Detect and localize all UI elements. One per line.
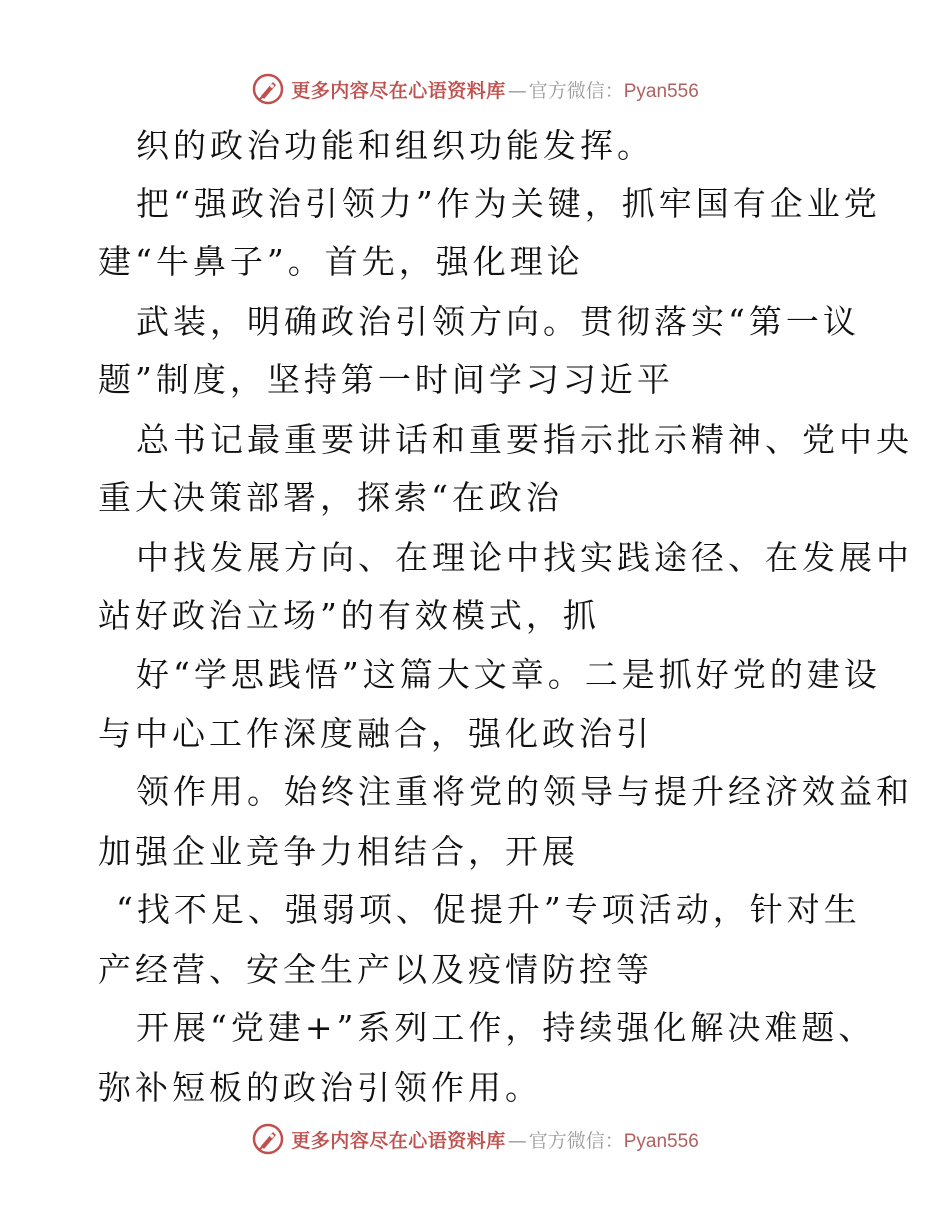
text-line: 产经营、安全生产以及疫情防控等 [98,950,653,989]
watermark-contact-label: 官方微信： [528,1129,624,1152]
watermark-brand: 更多内容尽在心语资料库 [291,1129,506,1152]
text-line: 织的政治功能和组织功能发挥。 [136,126,654,165]
text-line: 与中心工作深度融合，强化政治引 [98,714,653,753]
text-line: 弥补短板的政治引领作用。 [98,1068,542,1107]
watermark-dash: — [507,1129,527,1152]
watermark-contact-id: Pyan556 [623,80,699,102]
watermark-contact-id: Pyan556 [623,1130,699,1152]
watermark-dash: — [507,79,527,102]
text-line: 好“学思践悟”这篇大文章。二是抓好党的建设 [136,655,881,694]
text-line: 领作用。始终注重将党的领导与提升经济效益和 [136,772,913,811]
text-line: 武装，明确政治引领方向。贯彻落实“第一议 [136,302,860,341]
watermark-brand: 更多内容尽在心语资料库 [291,79,506,102]
header-watermark [0,72,950,106]
text-line: 中找发展方向、在理论中找实践途径、在发展中 [136,538,913,577]
footer-watermark [0,1122,950,1156]
text-line: “找不足、强弱项、促提升”专项活动，针对生 [116,890,861,929]
text-line: 加强企业竞争力相结合，开展 [98,832,579,871]
pen-nib-logo-icon [251,72,285,106]
text-line: 站好政治立场”的有效模式，抓 [98,596,600,635]
text-line: 建“牛鼻子”。首先，强化理论 [98,242,584,281]
pen-nib-logo-icon [251,1122,285,1156]
text-line: 把“强政治引领力”作为关键，抓牢国有企业党 [136,184,881,223]
text-line: 重大决策部署，探索“在政治 [98,478,563,517]
watermark-contact-label: 官方微信： [528,79,624,102]
text-line: 题”制度，坚持第一时间学习习近平 [98,360,674,399]
text-line: 开展“党建+”系列工作，持续强化解决难题、 [136,1008,876,1047]
text-line: 总书记最重要讲话和重要指示批示精神、党中央 [136,420,913,459]
